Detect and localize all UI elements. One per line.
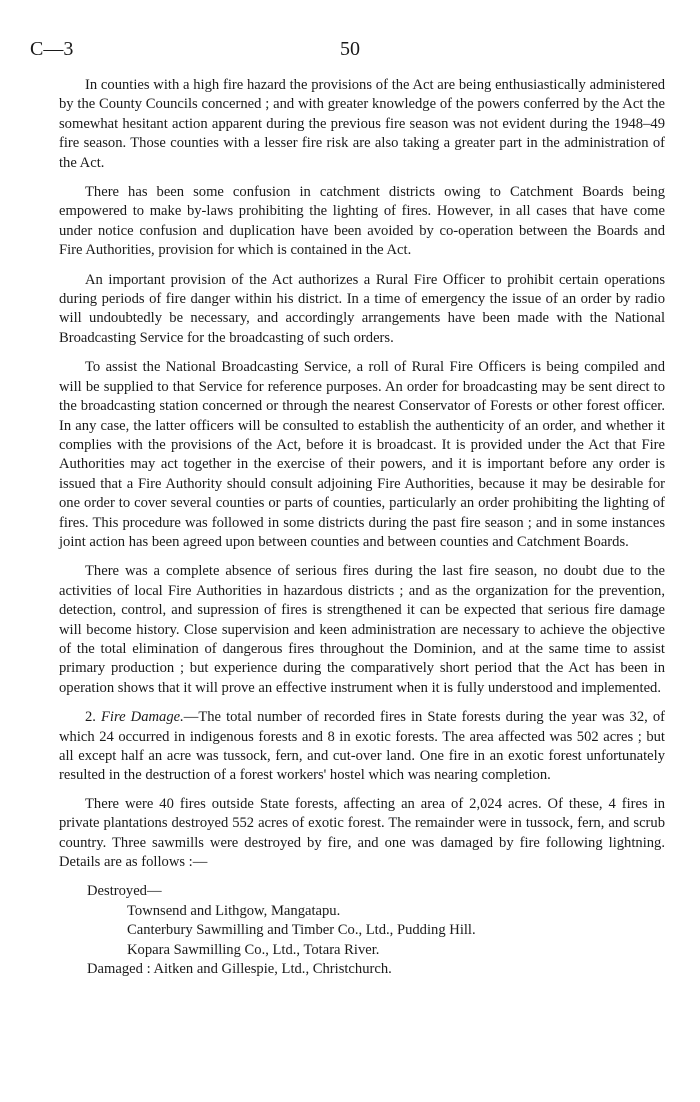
paragraph: There has been some confusion in catchment districts owing to Catchment Boards being empowered to make by-laws prohibiting the lighting of fires. However, in all cases that have come under notice confusion and duplication have been avoided by co-operation between the Boards and Fire Authorities, provision for which is contained in the Act.	[59, 184, 665, 259]
section-number: 2.	[85, 709, 96, 726]
page-body	[59, 76, 665, 979]
section-text: —The total number of recorded fires in State forests during the year was 32, of which 24 occurred in indigenous forests and 8 in exotic forests. The area affected was 502 acres ; but all except half an acre was tussock, fern, and cut-over land. One fire in an exotic forest unfortunately resulted in the destruction of a forest workers' hostel which was nearing completion.	[59, 709, 665, 784]
damaged-entry: Damaged : Aitken and Gillespie, Ltd., Christchurch.	[87, 961, 392, 978]
list-item: Townsend and Lithgow, Mangatapu.	[127, 902, 341, 919]
page-header	[30, 38, 670, 68]
page-number: 50	[340, 38, 360, 60]
paragraph: To assist the National Broadcasting Service, a roll of Rural Fire Officers is being compiled and will be supplied to that Service for reference purposes. An order for broadcasting may be sent direct to the broadcasting station concerned or through the nearest Conservator of Forests or other forest officer. In any case, the latter officers will be consulted to establish the authenticity of an order, and whether it complies with the provisions of the Act, before it is broadcast. It is provided under the Act that Fire Authorities may act together in the exercise of their powers, and it is important before any order is issued that a Fire Authority should consult adjoining Fire Authorities, because it may be desirable for one order to cover several counties or parts of counties, particularly an order prohibiting the lighting of fires. This procedure was followed in some districts during the past fire season ; and in some instances joint action has been agreed upon between counties and between counties and Catchment Boards.	[59, 359, 665, 550]
paragraph: There was a complete absence of serious fires during the last fire season, no doubt due to the activities of local Fire Authorities in hazardous districts ; and as the organization for the prevention, detection, control, and supression of fires is strengthened it can be expected that serious fire damage will become history. Close supervision and keen administration are necessary to achieve the objective of the total elimination of dangerous fires throughout the Dominion, and at the same time to assist primary production ; but experience during the comparatively short period that the Act has been in operation shows that it will prove an effective instrument when it is fully understood and implemented.	[59, 563, 665, 696]
details-list	[59, 882, 665, 979]
list-item: Kopara Sawmilling Co., Ltd., Totara River.	[127, 941, 380, 958]
destroyed-label: Destroyed—	[87, 883, 162, 900]
fire-damage-paragraph	[59, 708, 665, 786]
list-item: Canterbury Sawmilling and Timber Co., Ltd., Pudding Hill.	[127, 922, 476, 939]
paragraph: In counties with a high fire hazard the provisions of the Act are being enthusiastically administered by the County Councils concerned ; and with greater knowledge of the powers conferred by the Act the somewhat hesitant action apparent during the previous fire season was not evident during the 1948–49 fire season. Those counties with a lesser fire risk are also taking a greater part in the administration of the Act.	[59, 77, 665, 171]
section-heading: Fire Damage.	[101, 709, 184, 726]
series-code: C—3	[30, 38, 74, 60]
paragraph: There were 40 fires outside State forests, affecting an area of 2,024 acres. Of these, 4 fires in private plantations destroyed 552 acres of exotic forest. The remainder were in tussock, fern, and scrub country. Three sawmills were destroyed by fire, and one was damaged by fire following lightning. Details are as follows :—	[59, 795, 665, 871]
paragraph: An important provision of the Act authorizes a Rural Fire Officer to prohibit certain operations during periods of fire danger within his district. In a time of emergency the issue of an order by radio will undoubtedly be necessary, and accordingly arrangements have been made with the National Broadcasting Service for the broadcasting of such orders.	[59, 271, 665, 346]
